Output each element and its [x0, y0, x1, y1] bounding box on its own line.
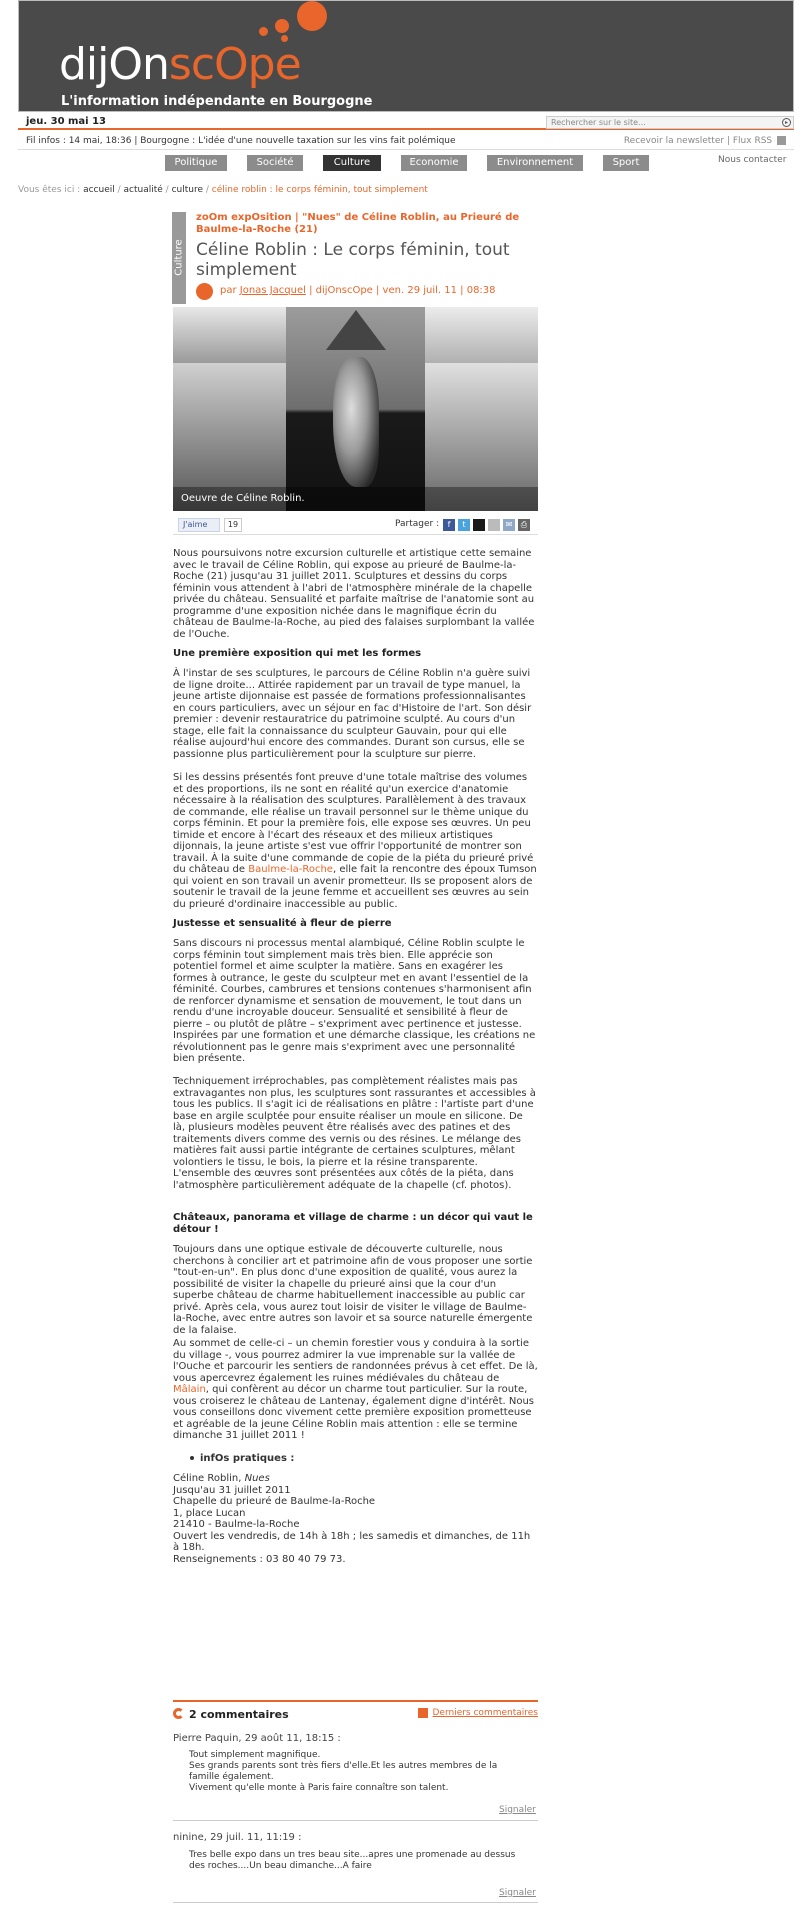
breadcrumb-current: céline roblin : le corps féminin, tout simplement	[211, 185, 428, 195]
breadcrumb: Vous êtes ici : accueil / actualité / culture / céline roblin : le corps féminin, tout simplement	[18, 185, 428, 195]
article-photo[interactable]	[173, 307, 538, 511]
search-submit-button[interactable]: ▸	[782, 118, 791, 127]
photo-caption: Oeuvre de Céline Roblin.	[173, 487, 538, 511]
comment-line: Ses grands parents sont très fiers d'elle.Et les autres membres de la famille également.	[189, 1761, 498, 1782]
info-heading	[190, 1453, 294, 1464]
search-placeholder: Rechercher sur le site...	[551, 118, 646, 127]
info-line: Jusqu'au 31 juillet 2011	[173, 1484, 291, 1496]
logo-dot	[297, 1, 327, 31]
report-comment-link[interactable]: Signaler	[499, 1888, 536, 1898]
baulme-link[interactable]: Baulme-la-Roche	[248, 864, 333, 875]
article-paragraph: Nous poursuivons notre excursion culturelle et artistique cette semaine avec le travail de Céline Roblin, qui expose au prieuré de Baulme-la-Roche (21) jusqu'au 31 juillet 2011. Sculptures et dessins du corps féminin vous attendent à l'abri de l'atmosphère minérale de la chapelle privée du château. Sensualité et parfaite maîtrise de l'anatomie sont au programme d'une exposition nichée dans le magnifique écrin du château de Baulme-la-Roche, au pied des falaises surplombant la vallée de l'Ouche.	[173, 548, 535, 640]
share-label: Partager :	[395, 519, 440, 529]
info-title: infOs pratiques :	[200, 1453, 295, 1464]
article-kicker: zoOm expOsition | "Nues" de Céline Roblin, au Prieuré de Baulme-la-Roche (21)	[196, 212, 520, 235]
rss-icon[interactable]	[418, 1708, 428, 1718]
news-ticker	[18, 134, 794, 150]
site-logo[interactable]	[59, 39, 301, 90]
comments-icon	[173, 1708, 184, 1719]
info-line: Ouvert les vendredis, de 14h à 18h ; les samedis et dimanches, de 11h à 18h.	[173, 1530, 531, 1553]
photo-bg	[173, 307, 286, 363]
photo-bg	[425, 307, 538, 363]
byline-meta: | dijOnscOpe | ven. 29 juil. 11 | 08:38	[309, 285, 496, 296]
section-label-text: Culture	[173, 239, 185, 276]
info-line: Chapelle du prieuré de Baulme-la-Roche	[173, 1496, 376, 1507]
comments-header	[173, 1700, 538, 1722]
nav-item-culture[interactable]: Culture	[323, 155, 381, 171]
site-header	[18, 0, 794, 112]
facebook-like-button[interactable]: J'aime	[178, 518, 220, 532]
facebook-share-icon[interactable]: f	[443, 519, 455, 531]
article-subheading: Châteaux, panorama et village de charme : un décor qui vaut le détour !	[173, 1212, 533, 1235]
article-title: Céline Roblin : Le corps féminin, tout simplement	[196, 240, 510, 280]
malain-link[interactable]: Mâlain	[173, 1384, 206, 1395]
chapel-roof	[326, 310, 386, 350]
logo-dot	[275, 19, 289, 33]
info-work: Nues	[244, 1473, 270, 1484]
article-paragraph: Toujours dans une optique estivale de découverte culturelle, nous cherchons à concilier art et patrimoine afin de vous proposer une sortie "tout-en-un". En plus donc d'une exposition de qualité, vous aurez la possibilité de visiter la chapelle du prieuré ainsi que la cour d'un superbe château de charme habituellement inaccessible au public car privé. Après cela, vous aurez tout loisir de visiter le village de Baulme-la-Roche, avec entre autres son lavoir et sa source naturelle émergente de la falaise.	[173, 1244, 533, 1336]
comment-author: ninine, 29 juil. 11, 11:19 :	[173, 1832, 302, 1843]
comment-text	[189, 1750, 519, 1794]
sculpture-figure	[333, 357, 379, 487]
comments-count: 2 commentaires	[189, 1708, 289, 1721]
rss-icon[interactable]	[777, 136, 786, 145]
digg-share-icon[interactable]	[488, 519, 500, 531]
contact-link[interactable]: Nous contacter	[718, 155, 787, 165]
article-paragraph: Sans discours ni processus mental alambiqué, Céline Roblin sculpte le corps féminin tout simplement mais très bien. Elle apprécie son potentiel formel et aime sculpter la matière. Sans en exagérer les formes à outrance, le geste du sculpteur met en avant l'essentiel de la féminité. Courbes, cambrures et tensions contenues s'harmonisent afin de renforcer dynamisme et sensation de mouvement, le tout dans un rendu d'une incroyable douceur. Sensualité et sensibilité à fleur de pierre – ou plutôt de plâtre – s'expriment avec pertinence et justesse. Inspirées par une formation et une démarche classique, les créations ne révolutionnent pas le genre mais s'expriment avec une personnalité bien présente.	[173, 938, 536, 1064]
article-subheading: Une première exposition qui met les formes	[173, 648, 422, 659]
byline-prefix: par	[220, 285, 237, 296]
newsletter-link[interactable]: Recevoir la newsletter	[623, 136, 725, 146]
breadcrumb-actualite[interactable]: actualité	[123, 185, 163, 195]
current-date: jeu. 30 mai 13	[26, 116, 106, 127]
nav-item-societe[interactable]: Société	[247, 155, 303, 171]
share-bar	[173, 515, 538, 535]
comment-divider	[173, 1820, 538, 1821]
logo-text-dijon: dijOn	[59, 39, 169, 90]
info-line: 1, place Lucan	[173, 1507, 246, 1519]
comment-divider	[173, 1902, 538, 1903]
delicious-share-icon[interactable]	[473, 519, 485, 531]
info-details	[173, 1473, 538, 1565]
latest-comments-link[interactable]: Derniers commentaires	[432, 1708, 538, 1718]
comment-line: Tout simplement magnifique.	[189, 1750, 321, 1760]
paragraph-text: Si les dessins présentés font preuve d'une totale maîtrise des volumes et des proportions, ils ne sont en réalité qu'un exercice d'anatomie nécessaire à la réalisation des sculptures. Parallèlement à des travaux de commande, elle réalise un travail personnel sur le thème unique du corps féminin. Et pour la première fois, elle expose ses œuvres. Un peu timide et encore à l'écart des réseaux et des milieux artistiques dijonnais, la jeune artiste s'est vue offrir l'opportunité de montrer son travail. À la suite d'une commande de copie de la piéta du prieuré privé du château de	[173, 772, 534, 875]
section-label	[172, 212, 186, 304]
rss-link[interactable]: Flux RSS	[732, 136, 773, 146]
info-line	[173, 1473, 538, 1485]
bullet-icon	[190, 1456, 194, 1460]
paragraph-text: , elle fait la rencontre des époux Tumson qui voient en son travail un avenir prometteur. Ils se proposent alors de soutenir le travail de la jeune femme et accueillent ses œuvres au sein du prieuré d'ordinaire inaccessible au public.	[173, 864, 537, 910]
author-icon	[196, 283, 213, 300]
date-bar	[18, 115, 794, 130]
comment-line: Vivement qu'elle monte à Paris faire connaître son talent.	[189, 1783, 449, 1793]
ticker-text[interactable]: Fil infos : 14 mai, 18:36 | Bourgogne : L'idée d'une nouvelle taxation sur les vins fait polémique	[26, 136, 456, 146]
like-count: 19	[224, 518, 242, 532]
logo-dot	[259, 27, 268, 36]
nav-item-environnement[interactable]: Environnement	[487, 155, 583, 171]
breadcrumb-prefix: Vous êtes ici :	[18, 185, 81, 195]
info-artist: Céline Roblin,	[173, 1473, 242, 1484]
article-byline	[220, 285, 496, 296]
site-tagline: L'information indépendante en Bourgogne	[61, 94, 373, 109]
paragraph-text: , qui confèrent au décor un charme tout particulier. Sur la route, vous croiserez le château de Lantenay, également digne d'intérêt. Nous vous conseillons donc vivement cette première exposition prometteuse et agréable de la jeune Céline Roblin mais attention : elle se termine dimanche 31 juillet 2011 !	[173, 1384, 534, 1441]
separator: |	[726, 136, 730, 146]
article-paragraph	[173, 1338, 538, 1442]
info-line: 21410 - Baulme-la-Roche	[173, 1519, 300, 1530]
search-input[interactable]	[546, 116, 794, 129]
info-line: Renseignements : 03 80 40 79 73.	[173, 1553, 346, 1565]
breadcrumb-accueil[interactable]: accueil	[83, 185, 115, 195]
print-icon[interactable]: ⎙	[518, 519, 530, 531]
paragraph-text: Au sommet de celle-ci – un chemin forestier vous y conduira à la sortie du village -, vous pourrez admirer la vue imprenable sur la vallée de l'Ouche et parcourir les sentiers de randonnées prévus à cet effet. De là, vous apercevrez également les ruines médiévales du château de	[173, 1338, 538, 1384]
article-paragraph: À l'instar de ses sculptures, le parcours de Céline Roblin n'a guère suivi de ligne droite... Attirée rapidement par un travail de type manuel, la jeune artiste dijonnaise est passée de formations professionnalisantes en cours particuliers, avec un séjour en fac d'Histoire de l'art. Son désir premier : devenir restauratrice du patrimoine sculpté. Au cours d'un stage, elle fait la connaissance du sculpteur Gauvain, pour qui elle réalise aujourd'hui encore des commandes. Durant son cursus, elle se passionne plus particulièrement pour la sculpture sur pierre.	[173, 668, 532, 760]
nav-item-sport[interactable]: Sport	[603, 155, 649, 171]
logo-text-scope: scOpe	[168, 39, 301, 90]
breadcrumb-culture[interactable]: culture	[171, 185, 203, 195]
comment-author: Pierre Paquin, 29 août 11, 18:15 :	[173, 1733, 341, 1744]
email-share-icon[interactable]: ✉	[503, 519, 515, 531]
twitter-share-icon[interactable]: t	[458, 519, 470, 531]
nav-item-politique[interactable]: Politique	[165, 155, 227, 171]
nav-item-economie[interactable]: Economie	[401, 155, 467, 171]
header-links	[624, 136, 786, 146]
report-comment-link[interactable]: Signaler	[499, 1805, 536, 1815]
author-link[interactable]: Jonas Jacquel	[239, 285, 306, 296]
article-subheading: Justesse et sensualité à fleur de pierre	[173, 918, 392, 929]
comment-text	[189, 1850, 519, 1872]
comment-line: Tres belle expo dans un tres beau site...apres une promenade au dessus des roches....Un beau dimanche...A faire	[189, 1850, 516, 1871]
article-paragraph: Techniquement irréprochables, pas complètement réalistes mais pas extravagantes non plus, les sculptures sont rassurantes et accessibles à tous les publics. Il s'agit ici de réalisations en plâtre : l'artiste part d'une base en argile sculptée pour ensuite réaliser un moule en silicone. De là, plusieurs modèles peuvent être réalisés avec des patines et des traitements divers comme des vernis ou des résines. Le mélange des matières fait aussi partie intégrante de certaines sculptures, mêlant volontiers le tissu, le bois, la pierre et la résine transparente. L'ensemble des œuvres sont présentées aux côtés de la piéta, dans l'atmosphère particulièrement adéquate de la chapelle (cf. photos).	[173, 1076, 536, 1191]
article-paragraph	[173, 772, 538, 910]
